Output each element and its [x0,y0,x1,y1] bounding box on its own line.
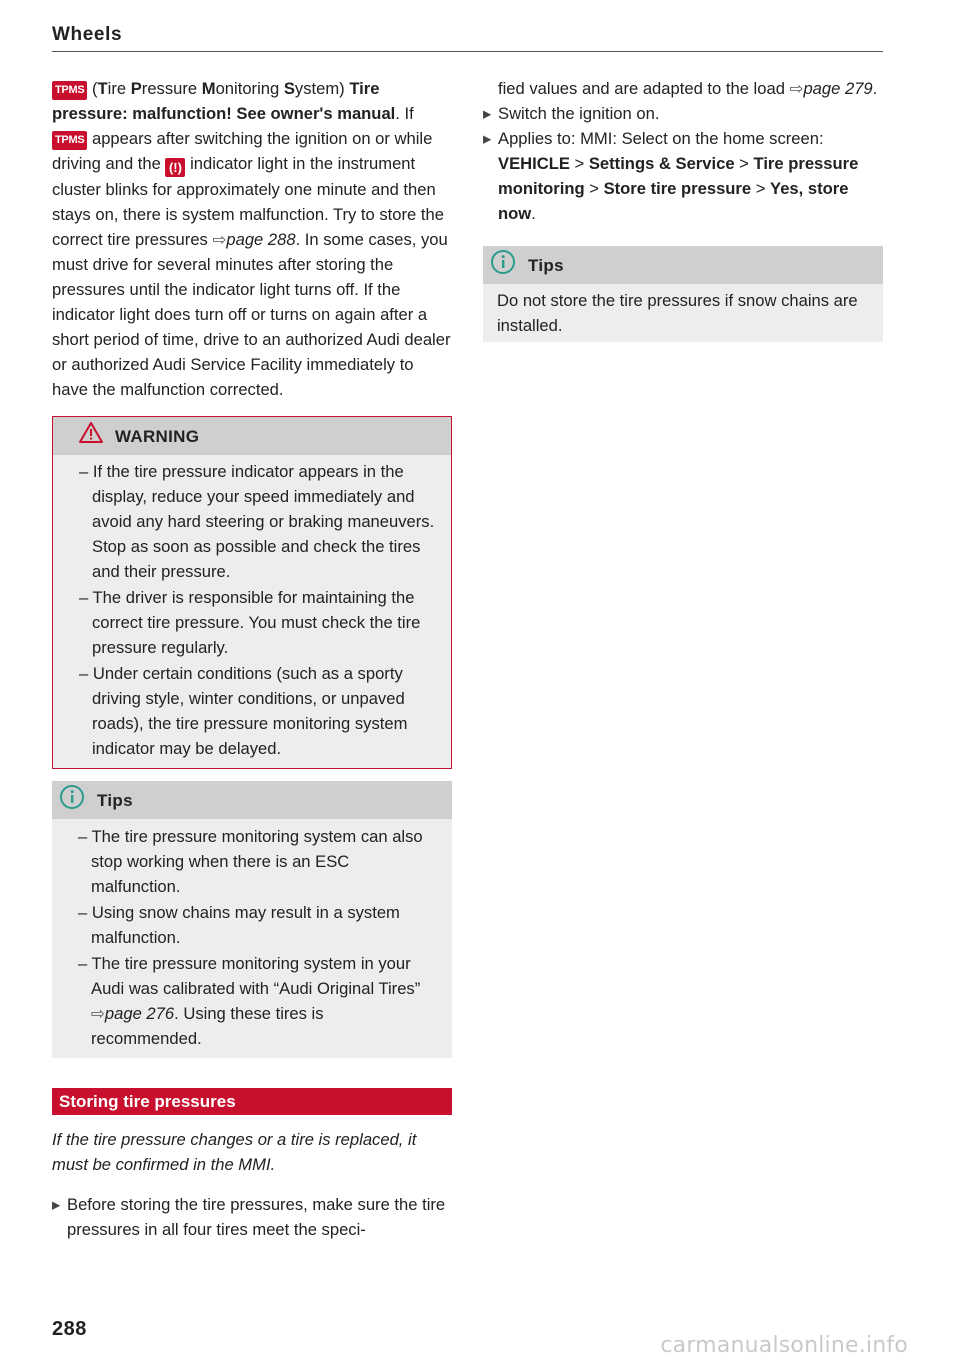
warning-box [52,416,452,769]
instruction-continued: fied values and are adapted to the load ⇨page 279. [498,79,878,98]
tips-header [483,246,883,284]
warning-header [53,417,451,455]
warning-title: WARNING [115,426,200,446]
watermark: carmanualsonline.info [660,1333,908,1358]
menu-path-store: Store tire pressure [603,179,752,198]
running-header: Wheels [52,24,123,45]
warning-triangle-icon [79,422,103,450]
menu-path-vehicle: VEHICLE [498,154,570,173]
page-number: 288 [52,1318,87,1340]
tips-body [483,284,883,342]
intro-paragraph: TPMS (Tire Pressure Monitoring System) Tire pressure: malfunction! See owner's manual. If TPMS appears after switching the ignition on or while driving and the (!) indicator light in the instrument cluster blinks for approximately one minute and then stays on, there is system malfunction. Try to store the correct tire pressures ⇨page 288. In some cases, you must drive for several minutes after storing the pressures until the indicator light turns off. If the indicator light does turn off or turns on again after a short period of time, drive to an authorized Audi dealer or authorized Audi Service Facility immediately to have the malfunction corrected. [52,79,451,399]
arrow-right-icon: ⇨ [789,79,804,98]
warning-item: – Under certain conditions (such as a sporty driving style, winter conditions, or unpaved roads), the tire pressure monitoring system indicator may be delayed. [79,664,408,758]
menu-path-confirm: Yes, store now [498,179,849,223]
tire-warning-icon: (!) [165,158,185,177]
tips-item: – Using snow chains may result in a system malfunction. [78,903,400,947]
page-reference-link[interactable]: page 288 [226,230,296,249]
menu-path-tire-monitoring: Tire pressure monitoring [498,154,859,198]
header-rule [52,51,883,52]
tpms-icon: TPMS [52,81,87,100]
page-reference-link[interactable]: page 276 [104,1004,175,1023]
warning-body [53,455,451,768]
arrow-right-icon: ⇨ [91,1004,105,1023]
tips-title: Tips [97,790,133,810]
left-column [52,76,452,1242]
right-column [483,76,883,342]
page-reference-link[interactable]: page 279 [803,79,873,98]
instruction-step: ▸ Switch the ignition on. [483,101,883,126]
arrow-right-icon: ⇨ [212,230,227,249]
tips-header [52,781,452,819]
tips-title: Tips [528,255,564,275]
malfunction-message: Tire pressure: malfunction! See owner's manual [52,79,396,123]
tips-body [52,819,452,1058]
tips-box [52,781,452,1058]
instruction-step: ▸ Applies to: MMI: Select on the home screen: VEHICLE > Settings & Service > Tire pressure monitoring > Store tire pressure > Yes, store now. [483,126,883,226]
tips-item: – The tire pressure monitoring system in your Audi was calibrated with “Audi Original Tires” ⇨page 276. Using these tires is recommended. [78,954,421,1048]
tips-item: – The tire pressure monitoring system can also stop working when there is an ESC malfunction. [78,827,423,896]
info-icon [59,784,85,817]
instruction-step: ▸ Before storing the tire pressures, make sure the tire pressures in all four tires meet the speci- [52,1192,452,1242]
section-lead: If the tire pressure changes or a tire is replaced, it must be confirmed in the MMI. [52,1130,417,1174]
warning-item: – If the tire pressure indicator appears in the display, reduce your speed immediately and avoid any hard steering or braking maneuvers. Stop as soon as possible and check the tires and their pressure. [79,462,435,581]
tips-text: Do not store the tire pressures if snow chains are installed. [497,291,858,335]
menu-path-settings: Settings & Service [588,154,735,173]
tips-box [483,246,883,342]
info-icon [490,249,516,282]
tpms-icon: TPMS [52,131,87,150]
section-heading: Storing tire pressures [52,1088,452,1115]
warning-item: – The driver is responsible for maintaining the correct tire pressure. You must check the tire pressure regularly. [79,588,421,657]
